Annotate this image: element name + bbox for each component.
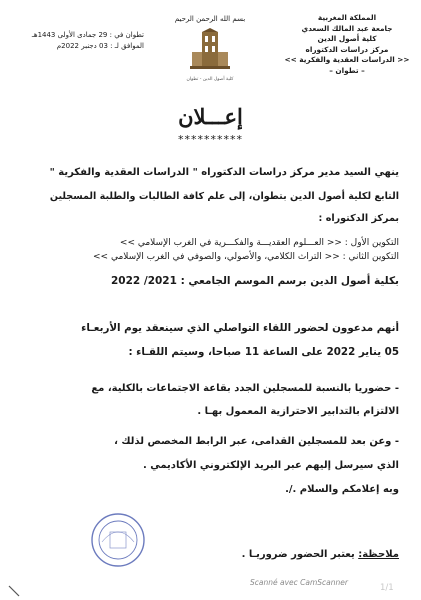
- intro-line: ينهي السيد مدير مركز دراسات الدكتوراه " الدراسات العقدية والفكرية ": [49, 167, 399, 178]
- date-gregorian: الموافق لـ : 03 دجنبر 2022م: [56, 42, 144, 50]
- header-line: المملكة المغربية: [317, 13, 377, 22]
- announcement-title: إعـــلان: [178, 104, 243, 129]
- faculty-logo: [188, 28, 232, 76]
- institution-header: [281, 13, 413, 76]
- date-hijri: تطوان في : 29 جمادى الأولى 1443هـ: [31, 31, 144, 39]
- header-line: << الدراسات العقدية والفكرية >>: [284, 55, 410, 64]
- closing: وبه إعلامكم والسلام ./.: [285, 484, 399, 495]
- scanner-watermark: Scanné avec CamScanner: [250, 578, 348, 587]
- intro-line: بمركز الدكتوراه :: [318, 213, 399, 224]
- title-stars: **********: [178, 133, 243, 146]
- header-line: مركز دراسات الدكتوراه: [305, 44, 389, 54]
- header-line: – تطوان –: [329, 65, 365, 75]
- header-line: جامعة عبد المالك السعدي: [301, 23, 393, 33]
- bullet-remote: - وعن بعد للمسجلين القدامى، عبر الرابط المخصص لذلك ،: [114, 436, 399, 447]
- bullet-in-person-cont: الالتزام بالتدابير الاحترازية المعمول بهـا .: [197, 406, 399, 417]
- header-line: كلية أصول الدين: [317, 34, 377, 43]
- logo-caption: كلية أصول الدين - تطوان: [186, 77, 234, 82]
- invite-line: 05 يناير 2022 على الساعة 11 صباحا، وسيتم اللقـاء :: [128, 346, 399, 358]
- note: [19, 548, 399, 561]
- page-counter: 1/1: [380, 583, 394, 593]
- academic-season: بكلية أصول الدين برسم الموسم الجامعي : 2021/ 2022: [110, 275, 399, 287]
- program-1: التكوين الأول : << العـــلوم العقديـــة والفكـــرية في الغرب الإسلامي >>: [119, 238, 399, 248]
- date-block: [14, 30, 144, 52]
- corner-mark-icon: [8, 585, 20, 597]
- invite-line: أنهم مدعوون لحضور اللقاء التواصلي الذي سينعقد يوم الأربعـاء: [81, 322, 399, 334]
- intro-line: التابع لكلية أصول الدين بتطوان، إلى علم كافة الطالبات والطلبة المسجلين: [49, 191, 399, 202]
- program-2: التكوين الثاني : << التراث الكلامي، والأصولي، والصوفي في الغرب الإسلامي >>: [93, 252, 399, 262]
- bullet-remote-cont: الذي سيرسل إليهم عبر البريد الإلكتروني الأكاديمي .: [142, 460, 399, 471]
- bullet-in-person: - حضوريا بالنسبة للمسجلين الجدد بقاعة الاجتماعات بالكلية، مع: [91, 383, 399, 394]
- note-label: ملاحظة:: [358, 549, 399, 560]
- basmala: بسم الله الرحمن الرحيم: [174, 15, 246, 23]
- note-text: يعتبر الحضور ضروريـا .: [241, 549, 355, 560]
